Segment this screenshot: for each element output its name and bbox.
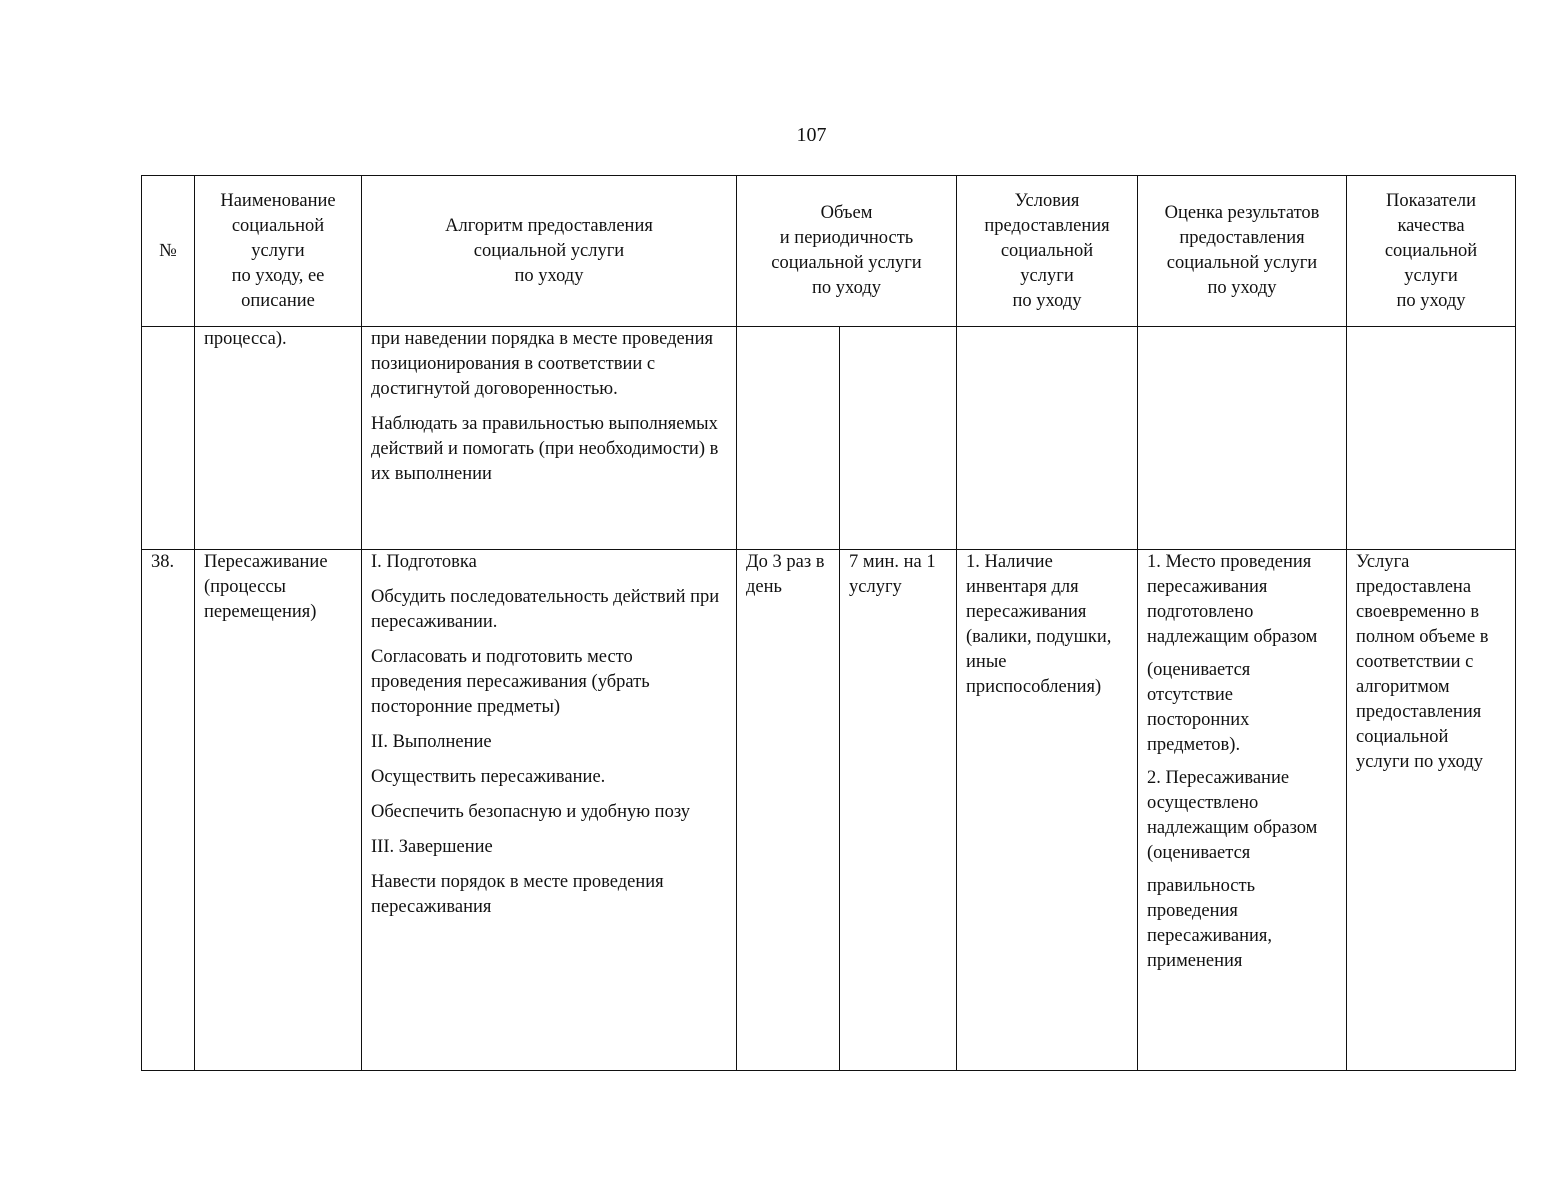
algorithm-step: III. Завершение <box>371 837 493 857</box>
cell-num <box>142 327 195 550</box>
algorithm-step: Навести порядок в месте проведения пересаживания <box>371 872 664 917</box>
cell-quality: Услуга предоставлена своевременно в полном объеме в соответствии с алгоритмом предоставления социальной услуги по уходу <box>1347 550 1516 1071</box>
cell-conditions <box>957 327 1138 550</box>
algorithm-step: Обеспечить безопасную и удобную позу <box>371 802 690 822</box>
algorithm-paragraph: при наведении порядка в месте проведения позиционирования в соответствии с достигнутой договоренностью. <box>371 329 713 399</box>
header-conditions: Условия предоставления социальной услуги по уходу <box>957 176 1138 327</box>
header-num: № <box>142 176 195 327</box>
evaluation-paragraph: (оценивается отсутствие посторонних предметов). <box>1147 660 1251 755</box>
evaluation-paragraph: правильность проведения пересаживания, применения <box>1147 876 1273 971</box>
algorithm-paragraph: Наблюдать за правильностью выполняемых действий и помогать (при необходимости) в их выполнении <box>371 414 719 484</box>
table-row <box>142 550 1516 1071</box>
header-evaluation: Оценка результатов предоставления социальной услуги по уходу <box>1138 176 1347 327</box>
cell-periodicity: 7 мин. на 1 услугу <box>840 550 957 1071</box>
care-services-table <box>141 175 1516 1071</box>
cell-periodicity <box>840 327 957 550</box>
evaluation-paragraph: 1. Место проведения пересаживания подготовлено надлежащим образом <box>1147 552 1318 647</box>
cell-volume <box>737 327 840 550</box>
algorithm-step: Осуществить пересаживание. <box>371 767 606 787</box>
header-row <box>142 176 1516 327</box>
cell-service-name: Пересаживание (процессы перемещения) <box>195 550 362 1071</box>
header-volume-periodicity: Объем и периодичность социальной услуги по уходу <box>737 176 957 327</box>
cell-evaluation <box>1138 327 1347 550</box>
algorithm-step: II. Выполнение <box>371 732 492 752</box>
cell-quality <box>1347 327 1516 550</box>
cell-volume: До 3 раз в день <box>737 550 840 1071</box>
page-number: 107 <box>796 124 827 146</box>
header-algorithm: Алгоритм предоставления социальной услуги по уходу <box>362 176 737 327</box>
cell-service-name: процесса). <box>195 327 362 550</box>
cell-algorithm <box>362 550 737 1071</box>
evaluation-paragraph: 2. Пересаживание осуществлено надлежащим образом (оценивается <box>1147 768 1318 863</box>
cell-algorithm <box>362 327 737 550</box>
algorithm-step: I. Подготовка <box>371 552 477 572</box>
header-service-name: Наименование социальной услуги по уходу, ее описание <box>195 176 362 327</box>
cell-num: 38. <box>142 550 195 1071</box>
algorithm-step: Согласовать и подготовить место проведения пересаживания (убрать посторонние предметы) <box>371 647 650 717</box>
cell-conditions: 1. Наличие инвентаря для пересаживания (валики, подушки, иные приспособления) <box>957 550 1138 1071</box>
header-quality: Показатели качества социальной услуги по уходу <box>1347 176 1516 327</box>
algorithm-step: Обсудить последовательность действий при пересаживании. <box>371 587 720 632</box>
table-row <box>142 327 1516 550</box>
cell-evaluation <box>1138 550 1347 1071</box>
